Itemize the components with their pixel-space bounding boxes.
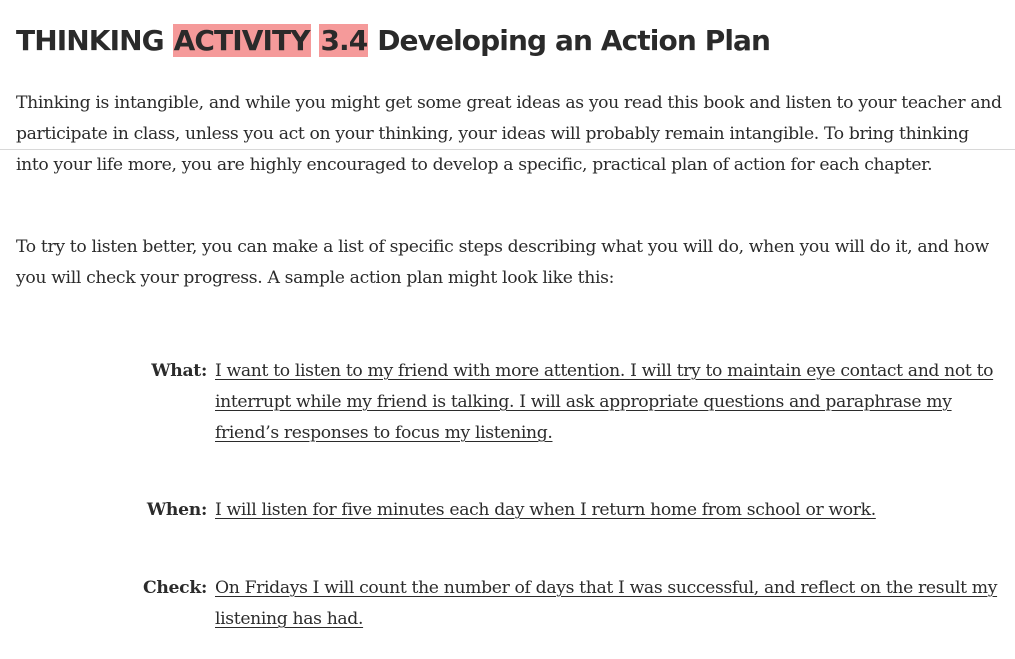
plan-label-what: What: bbox=[151, 361, 207, 381]
search-highlight-number: 3.4 bbox=[320, 24, 368, 57]
heading-title: Developing an Action Plan bbox=[368, 24, 771, 57]
heading-prefix: THINKING bbox=[16, 24, 173, 57]
plan-label-when: When: bbox=[146, 500, 207, 520]
divider-line bbox=[0, 149, 1015, 150]
plan-text-check: On Fridays I will count the number of days that I was successful, and reflect on the result my listening has had. bbox=[215, 578, 998, 629]
instruction-paragraph: To try to listen better, you can make a list of specific steps describing what you will do, when you will do it, and how you will check your progress. A sample action plan might look like this: bbox=[16, 237, 989, 288]
activity-heading bbox=[16, 18, 770, 64]
search-highlight-activity: ACTIVITY bbox=[173, 24, 310, 57]
intro-paragraph: Thinking is intangible, and while you might get some great ideas as you read this book and listen to your teacher and participate in class, unless you act on your thinking, your ideas will probably remain intangible. To bring thinking into your life more, you are highly encouraged to develop a specific, practical plan of action for each chapter. bbox=[16, 93, 1002, 175]
plan-label-check: Check: bbox=[142, 578, 207, 598]
plan-text-what: I want to listen to my friend with more attention. I will try to maintain eye contact and not to interrupt while my friend is talking. I will ask appropriate questions and paraphrase my friend’s responses to focus my listening. bbox=[215, 361, 994, 443]
plan-text-when: I will listen for five minutes each day when I return home from school or work. bbox=[215, 500, 876, 520]
